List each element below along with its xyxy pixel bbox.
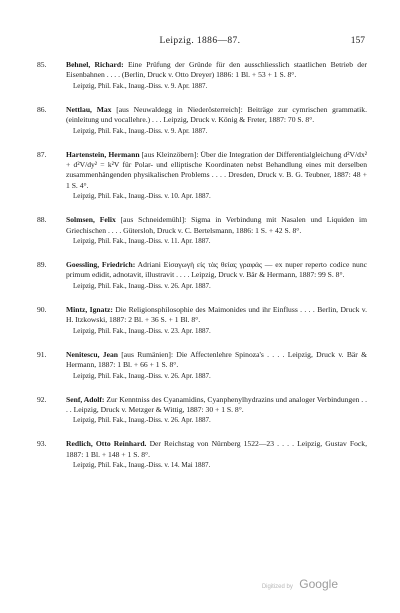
author-name: Nettlau, Max	[66, 104, 112, 114]
page-number: 157	[350, 36, 365, 46]
author-name: Senf, Adolf:	[66, 394, 105, 404]
list-item	[37, 150, 367, 202]
entry-text: [aus Neuwaldegg in Niederösterreich]: Beiträge zur cymrischen grammatik. (einleitung und vocallehre.) . . . Leipzig, Druck v. König & Freter, 1887: 70 S. 8°.	[66, 104, 367, 125]
entry-number: 86.	[37, 104, 47, 114]
entry-meta: Leipzig, Phil. Fak., Inaug.-Diss. v. 9. Apr. 1887.	[73, 81, 208, 90]
entry-body	[66, 395, 367, 416]
list-item	[37, 215, 367, 246]
list-item	[37, 260, 367, 291]
author-name: Solmsen, Felix	[66, 215, 116, 225]
entry-text: [aus Rumänien]: Die Affectenlehre Spinoza's . . . . Leipzig, Druck v. Bär & Hermann, 1887: 1 Bl. + 66 + 1 S. 8°.	[66, 349, 367, 370]
author-name: Mintz, Ignatz:	[66, 304, 113, 314]
entry-text: Der Reichstag von Nürnberg 1522—23 . . . . Leipzig, Gustav Fock, 1887: 1 Bl. + 148 + 1 S. 8°.	[66, 439, 367, 459]
entry-meta: Leipzig, Phil. Fak., Inaug.-Diss. v. 26. Apr. 1887.	[73, 281, 211, 290]
entry-meta: Leipzig, Phil. Fak., Inaug.-Diss. v. 23. Apr. 1887.	[73, 326, 211, 335]
entry-text: [aus Schneidemühl]: Sigma in Verbindung mit Nasalen und Liquiden im Griechischen . . . . Gütersloh, Druck v. C. Bertelsmann, 1886: 1 S. + 42 S. 8°.	[66, 215, 368, 235]
entry-body	[66, 150, 367, 192]
entry-meta: Leipzig, Phil. Fak., Inaug.-Diss. v. 9. Apr. 1887.	[73, 126, 208, 135]
list-item	[37, 60, 367, 91]
entry-text: Adriani Εἰσαγωγὴ εἰς τὰς θείας γραφάς — ex nuper reperto codice nunc primum edidit, adnotavit, illustravit . . . . Leipzig, Druck v. Bär & Hermann, 1887: 99 S. 8°.	[66, 260, 367, 280]
entry-meta: Leipzig, Phil. Fak., Inaug.-Diss. v. 10. Apr. 1887.	[73, 192, 211, 201]
list-item	[37, 350, 367, 381]
entry-text: Die Religionsphilosophie des Maimonides und ihr Einfluss . . . . Berlin, Druck v. H. Itzkowski, 1887: 2 Bl. + 36 S. + 1 Bl. 8°.	[66, 304, 367, 325]
running-title: Leipzig. 1886—87.	[159, 36, 241, 46]
entry-body	[66, 260, 367, 281]
entry-text: Zur Kenntniss des Cyanamidins, Cyanphenylhydrazins und analoger Verbindungen . . . . Leipzig, Druck v. Metzger & Wittig, 1887: 30 + 1 S. 8°.	[66, 394, 368, 414]
entry-text: [aus Kleinzöbern]: Über die Integration der Differentialgleichung d²V/dx² + d²V/dy² = k²V für Polar- und elliptische Koordinaten nebst Behandlung eines mit derselben zusammenhängenden physikalischen Problems . . . . Dresden, Druck v. B. G. Teubner, 1887: 48 + 1 S. 4°.	[66, 149, 368, 190]
entry-number: 85.	[37, 60, 47, 69]
author-name: Goessling, Friedrich:	[66, 260, 136, 270]
entry-body	[66, 215, 367, 236]
watermark-prefix: Digitized by	[261, 584, 293, 590]
entry-number: 92.	[37, 394, 47, 404]
entry-number: 89.	[37, 260, 47, 270]
google-watermark	[262, 575, 338, 593]
author-name: Redlich, Otto Reinhard.	[66, 439, 147, 449]
entry-meta: Leipzig, Phil. Fak., Inaug.-Diss. v. 26. Apr. 1887.	[73, 416, 211, 425]
author-name: Hartenstein, Hermann	[66, 149, 140, 159]
entry-text: Eine Prüfung der Gründe für den ausschliesslich staatlichen Betrieb der Eisenbahnen . . . . (Berlin, Druck v. Otto Dreyer) 1886: 1 Bl. + 53 + 1 S. 8°.	[66, 60, 367, 80]
list-item	[37, 305, 367, 336]
entry-number: 93.	[37, 439, 47, 449]
entry-body	[66, 305, 367, 326]
entry-meta: Leipzig, Phil. Fak., Inaug.-Diss. v. 14. Mai 1887.	[73, 461, 211, 470]
list-item	[37, 395, 367, 426]
entry-body	[66, 60, 367, 81]
watermark-brand: Google	[299, 577, 338, 591]
entry-list	[37, 60, 367, 484]
entry-meta: Leipzig, Phil. Fak., Inaug.-Diss. v. 26. Apr. 1887.	[73, 371, 211, 380]
entry-number: 87.	[37, 149, 47, 159]
entry-meta: Leipzig, Phil. Fak., Inaug.-Diss. v. 11. Apr. 1887.	[73, 237, 211, 246]
list-item	[37, 439, 367, 470]
author-name: Behnel, Richard:	[66, 60, 124, 69]
author-name: Nenitescu, Jean	[66, 349, 118, 359]
list-item	[37, 105, 367, 136]
page-header	[0, 36, 400, 50]
entry-body	[66, 105, 367, 126]
entry-number: 90.	[37, 304, 47, 314]
entry-body	[66, 439, 367, 460]
entry-body	[66, 350, 367, 371]
entry-number: 91.	[37, 349, 47, 359]
entry-number: 88.	[37, 215, 47, 225]
